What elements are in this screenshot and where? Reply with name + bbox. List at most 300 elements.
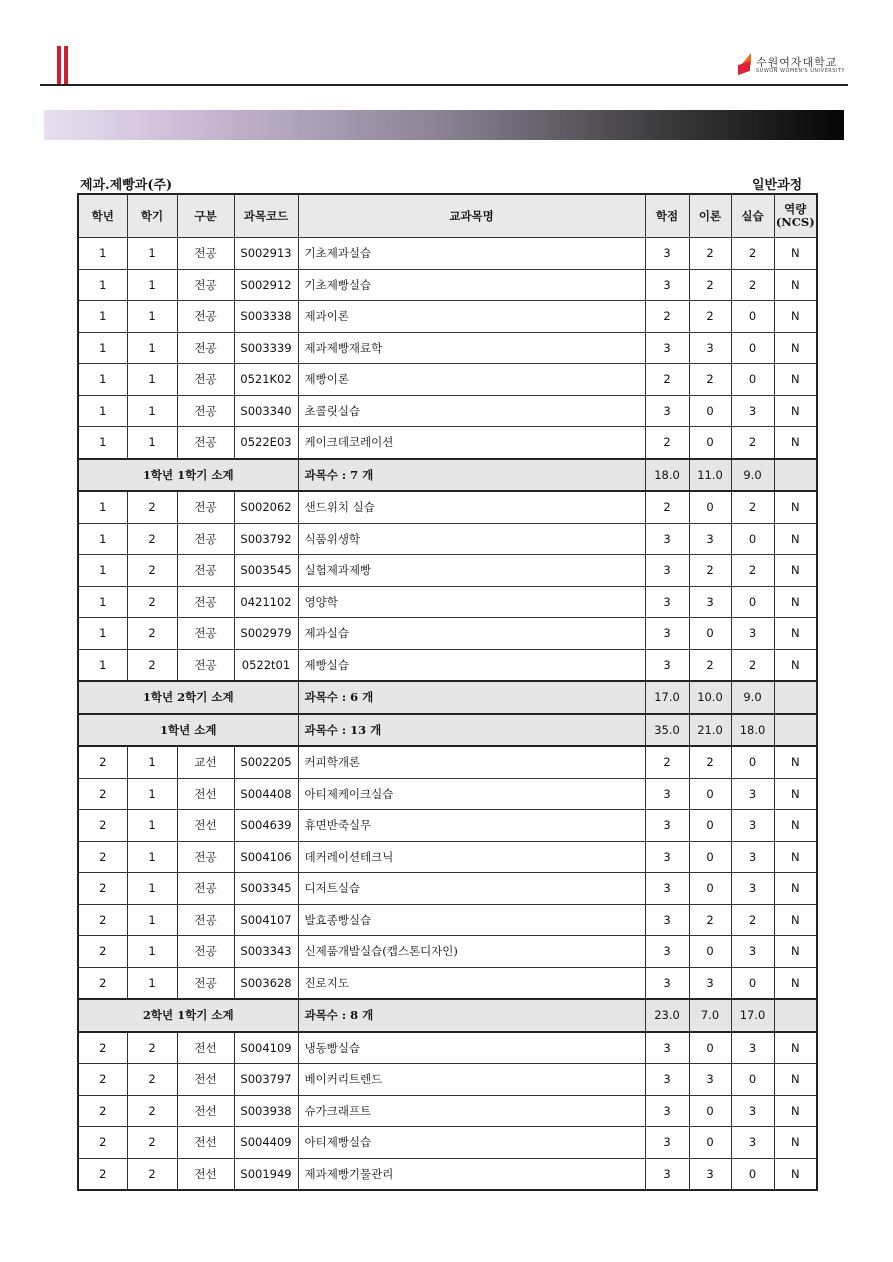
cell-name: 제과실습 (298, 618, 645, 650)
cell-year: 2 (78, 873, 127, 905)
cell-practice: 0 (731, 301, 774, 333)
course-row (78, 618, 817, 650)
cell-name: 진로지도 (298, 967, 645, 999)
subtotal-label: 1학년 소계 (78, 714, 298, 747)
subtotal-count: 과목수 : 13 개 (298, 714, 645, 747)
cell-theory: 2 (689, 746, 731, 778)
subtotal-row (78, 459, 817, 492)
cell-practice: 3 (731, 1127, 774, 1159)
cell-ncs: N (774, 746, 817, 778)
cell-category: 전공 (177, 364, 234, 396)
cell-code: S003797 (234, 1064, 298, 1096)
cell-theory: 3 (689, 332, 731, 364)
cell-ncs: N (774, 332, 817, 364)
cell-theory: 0 (689, 1095, 731, 1127)
subtotal-credit: 35.0 (645, 714, 689, 747)
cell-theory: 0 (689, 873, 731, 905)
cell-ncs: N (774, 491, 817, 523)
cell-code: S003338 (234, 301, 298, 333)
cell-ncs: N (774, 618, 817, 650)
cell-code: 0421102 (234, 586, 298, 618)
curriculum-table (77, 193, 818, 1191)
cell-category: 전공 (177, 523, 234, 555)
cell-category: 전공 (177, 618, 234, 650)
cell-semester: 1 (127, 364, 177, 396)
cell-theory: 3 (689, 967, 731, 999)
subtotal-count: 과목수 : 8 개 (298, 999, 645, 1032)
cell-code: S002205 (234, 746, 298, 778)
cell-year: 2 (78, 746, 127, 778)
cell-practice: 3 (731, 778, 774, 810)
subtotal-count: 과목수 : 6 개 (298, 681, 645, 714)
cell-code: S004408 (234, 778, 298, 810)
course-row (78, 1127, 817, 1159)
cell-credit: 2 (645, 301, 689, 333)
cell-year: 1 (78, 491, 127, 523)
subtotal-credit: 18.0 (645, 459, 689, 492)
cell-name: 제빵이론 (298, 364, 645, 396)
cell-practice: 0 (731, 332, 774, 364)
cell-year: 2 (78, 810, 127, 842)
cell-ncs: N (774, 967, 817, 999)
subtotal-theory: 7.0 (689, 999, 731, 1032)
header-rule (40, 84, 848, 86)
cell-credit: 3 (645, 555, 689, 587)
cell-ncs: N (774, 301, 817, 333)
cell-practice: 2 (731, 555, 774, 587)
cell-name: 케이크데코레이션 (298, 427, 645, 459)
course-row (78, 238, 817, 270)
cell-category: 전공 (177, 586, 234, 618)
cell-name: 실험제과제빵 (298, 555, 645, 587)
subtotal-label: 1학년 2학기 소계 (78, 681, 298, 714)
cell-ncs: N (774, 841, 817, 873)
cell-category: 전공 (177, 555, 234, 587)
cell-theory: 3 (689, 1064, 731, 1096)
cell-category: 전선 (177, 778, 234, 810)
col-practice-header: 실습 (731, 194, 774, 238)
cell-semester: 2 (127, 649, 177, 681)
cell-code: S003792 (234, 523, 298, 555)
cell-credit: 3 (645, 618, 689, 650)
cell-semester: 1 (127, 238, 177, 270)
cell-semester: 1 (127, 967, 177, 999)
cell-credit: 2 (645, 364, 689, 396)
course-row (78, 967, 817, 999)
subtotal-theory: 11.0 (689, 459, 731, 492)
subtotal-practice: 9.0 (731, 681, 774, 714)
cell-practice: 0 (731, 967, 774, 999)
cell-ncs: N (774, 778, 817, 810)
cell-category: 전선 (177, 1158, 234, 1190)
subtotal-ncs (774, 999, 817, 1032)
cell-code: S001949 (234, 1158, 298, 1190)
subtotal-row (78, 714, 817, 747)
cell-semester: 1 (127, 873, 177, 905)
cell-name: 영양학 (298, 586, 645, 618)
cell-year: 2 (78, 1064, 127, 1096)
cell-ncs: N (774, 1158, 817, 1190)
cell-name: 초콜릿실습 (298, 395, 645, 427)
cell-name: 제과제빵재료학 (298, 332, 645, 364)
cell-code: 0522t01 (234, 649, 298, 681)
cell-practice: 2 (731, 904, 774, 936)
cell-credit: 3 (645, 1095, 689, 1127)
cell-name: 커피학개론 (298, 746, 645, 778)
cell-ncs: N (774, 269, 817, 301)
cell-code: S003545 (234, 555, 298, 587)
cell-name: 기초제빵실습 (298, 269, 645, 301)
cell-code: S002913 (234, 238, 298, 270)
cell-credit: 3 (645, 1127, 689, 1159)
cell-theory: 0 (689, 778, 731, 810)
cell-name: 데커레이션테크닉 (298, 841, 645, 873)
cell-theory: 0 (689, 1127, 731, 1159)
cell-practice: 2 (731, 238, 774, 270)
cell-name: 기초제과실습 (298, 238, 645, 270)
cell-category: 전공 (177, 904, 234, 936)
course-row (78, 649, 817, 681)
cell-year: 2 (78, 1095, 127, 1127)
cell-semester: 1 (127, 332, 177, 364)
cell-credit: 2 (645, 427, 689, 459)
cell-theory: 2 (689, 269, 731, 301)
cell-theory: 2 (689, 364, 731, 396)
cell-ncs: N (774, 238, 817, 270)
cell-ncs: N (774, 1095, 817, 1127)
cell-name: 디저트실습 (298, 873, 645, 905)
cell-category: 교선 (177, 746, 234, 778)
cell-credit: 3 (645, 936, 689, 968)
cell-theory: 0 (689, 841, 731, 873)
subtotal-practice: 17.0 (731, 999, 774, 1032)
course-row (78, 810, 817, 842)
cell-credit: 3 (645, 649, 689, 681)
course-row (78, 1064, 817, 1096)
cell-theory: 2 (689, 649, 731, 681)
cell-name: 샌드위치 실습 (298, 491, 645, 523)
subtotal-label: 2학년 1학기 소계 (78, 999, 298, 1032)
course-row (78, 332, 817, 364)
cell-category: 전선 (177, 1127, 234, 1159)
cell-semester: 1 (127, 395, 177, 427)
col-semester-header: 학기 (127, 194, 177, 238)
cell-year: 2 (78, 778, 127, 810)
cell-theory: 2 (689, 301, 731, 333)
cell-category: 전선 (177, 1095, 234, 1127)
logo-mark-icon (738, 53, 754, 77)
subtotal-label: 1학년 1학기 소계 (78, 459, 298, 492)
header-red-bar-right (64, 46, 68, 84)
cell-ncs: N (774, 1032, 817, 1064)
cell-year: 1 (78, 269, 127, 301)
cell-name: 냉동빵실습 (298, 1032, 645, 1064)
header-red-bar-left (57, 46, 61, 84)
cell-credit: 3 (645, 586, 689, 618)
cell-name: 슈가크래프트 (298, 1095, 645, 1127)
cell-year: 1 (78, 523, 127, 555)
course-row (78, 1158, 817, 1190)
cell-semester: 2 (127, 618, 177, 650)
cell-credit: 3 (645, 967, 689, 999)
cell-practice: 3 (731, 1095, 774, 1127)
cell-name: 제과제빵기물관리 (298, 1158, 645, 1190)
course-row (78, 778, 817, 810)
cell-code: S003340 (234, 395, 298, 427)
cell-name: 발효종빵실습 (298, 904, 645, 936)
cell-practice: 3 (731, 873, 774, 905)
cell-year: 2 (78, 967, 127, 999)
cell-credit: 3 (645, 1158, 689, 1190)
cell-ncs: N (774, 649, 817, 681)
course-row (78, 873, 817, 905)
cell-credit: 3 (645, 395, 689, 427)
cell-ncs: N (774, 427, 817, 459)
cell-practice: 2 (731, 649, 774, 681)
cell-year: 2 (78, 936, 127, 968)
cell-semester: 1 (127, 301, 177, 333)
cell-category: 전공 (177, 269, 234, 301)
course-row (78, 746, 817, 778)
cell-code: S002912 (234, 269, 298, 301)
cell-practice: 3 (731, 618, 774, 650)
cell-semester: 2 (127, 523, 177, 555)
course-row (78, 1095, 817, 1127)
course-row (78, 491, 817, 523)
course-row (78, 523, 817, 555)
cell-practice: 3 (731, 395, 774, 427)
cell-credit: 3 (645, 904, 689, 936)
cell-theory: 0 (689, 427, 731, 459)
col-ncs-header: 역량 (NCS) (774, 194, 817, 238)
gradient-banner (44, 110, 844, 140)
cell-ncs: N (774, 1064, 817, 1096)
cell-year: 2 (78, 904, 127, 936)
subtotal-practice: 18.0 (731, 714, 774, 747)
cell-semester: 2 (127, 1158, 177, 1190)
subtotal-row (78, 681, 817, 714)
cell-year: 2 (78, 1158, 127, 1190)
cell-credit: 3 (645, 873, 689, 905)
cell-theory: 2 (689, 555, 731, 587)
col-theory-header: 이론 (689, 194, 731, 238)
cell-ncs: N (774, 395, 817, 427)
cell-code: S003938 (234, 1095, 298, 1127)
cell-year: 1 (78, 649, 127, 681)
cell-practice: 0 (731, 746, 774, 778)
cell-practice: 2 (731, 269, 774, 301)
cell-category: 전선 (177, 1064, 234, 1096)
table-body (78, 238, 817, 1191)
cell-name: 아티제빵실습 (298, 1127, 645, 1159)
cell-category: 전공 (177, 491, 234, 523)
course-row (78, 301, 817, 333)
cell-year: 1 (78, 332, 127, 364)
cell-practice: 0 (731, 1064, 774, 1096)
cell-code: S004106 (234, 841, 298, 873)
cell-category: 전공 (177, 332, 234, 364)
cell-ncs: N (774, 364, 817, 396)
cell-ncs: N (774, 523, 817, 555)
cell-year: 2 (78, 1127, 127, 1159)
cell-semester: 2 (127, 491, 177, 523)
course-row (78, 395, 817, 427)
col-category-header: 구분 (177, 194, 234, 238)
cell-practice: 2 (731, 427, 774, 459)
cell-ncs: N (774, 873, 817, 905)
cell-semester: 2 (127, 1095, 177, 1127)
cell-theory: 0 (689, 936, 731, 968)
cell-code: S004107 (234, 904, 298, 936)
course-row (78, 427, 817, 459)
course-row (78, 586, 817, 618)
cell-credit: 3 (645, 332, 689, 364)
cell-credit: 3 (645, 269, 689, 301)
cell-category: 전공 (177, 936, 234, 968)
course-row (78, 904, 817, 936)
logo-name-ko: 수원여자대학교 (756, 56, 838, 69)
cell-credit: 2 (645, 491, 689, 523)
cell-ncs: N (774, 586, 817, 618)
cell-year: 1 (78, 238, 127, 270)
cell-semester: 2 (127, 1127, 177, 1159)
cell-theory: 0 (689, 618, 731, 650)
cell-code: S002979 (234, 618, 298, 650)
cell-practice: 3 (731, 1032, 774, 1064)
cell-code: S003345 (234, 873, 298, 905)
subtotal-theory: 10.0 (689, 681, 731, 714)
cell-theory: 2 (689, 238, 731, 270)
course-row (78, 269, 817, 301)
cell-credit: 3 (645, 523, 689, 555)
course-type-label: 일반과정 (752, 178, 803, 193)
course-row (78, 1032, 817, 1064)
cell-practice: 3 (731, 936, 774, 968)
cell-semester: 1 (127, 936, 177, 968)
cell-code: S004639 (234, 810, 298, 842)
cell-credit: 3 (645, 778, 689, 810)
cell-year: 2 (78, 841, 127, 873)
cell-semester: 1 (127, 746, 177, 778)
cell-category: 전선 (177, 1032, 234, 1064)
cell-semester: 1 (127, 841, 177, 873)
subtotal-credit: 23.0 (645, 999, 689, 1032)
table-header-row (78, 194, 817, 238)
cell-semester: 2 (127, 586, 177, 618)
cell-theory: 2 (689, 904, 731, 936)
cell-theory: 3 (689, 1158, 731, 1190)
cell-ncs: N (774, 555, 817, 587)
cell-credit: 3 (645, 1064, 689, 1096)
cell-name: 베이커리트렌드 (298, 1064, 645, 1096)
cell-ncs: N (774, 904, 817, 936)
subtotal-ncs (774, 459, 817, 492)
cell-code: S003343 (234, 936, 298, 968)
cell-semester: 1 (127, 427, 177, 459)
cell-year: 1 (78, 618, 127, 650)
cell-code: 0521K02 (234, 364, 298, 396)
cell-ncs: N (774, 810, 817, 842)
course-row (78, 555, 817, 587)
cell-semester: 2 (127, 1032, 177, 1064)
subtotal-credit: 17.0 (645, 681, 689, 714)
cell-name: 식품위생학 (298, 523, 645, 555)
cell-name: 신제품개발실습(캡스톤디자인) (298, 936, 645, 968)
cell-category: 전공 (177, 395, 234, 427)
cell-credit: 3 (645, 238, 689, 270)
cell-code: S002062 (234, 491, 298, 523)
cell-practice: 3 (731, 841, 774, 873)
col-credit-header: 학점 (645, 194, 689, 238)
cell-code: S003339 (234, 332, 298, 364)
cell-ncs: N (774, 1127, 817, 1159)
cell-theory: 0 (689, 395, 731, 427)
subtotal-theory: 21.0 (689, 714, 731, 747)
cell-name: 제과이론 (298, 301, 645, 333)
cell-year: 1 (78, 555, 127, 587)
cell-year: 1 (78, 586, 127, 618)
university-logo (738, 53, 848, 83)
cell-name: 휴면반죽실무 (298, 810, 645, 842)
subtotal-row (78, 999, 817, 1032)
cell-theory: 3 (689, 523, 731, 555)
logo-name-en: SUWON WOMEN'S UNIVERSITY (756, 68, 845, 74)
cell-year: 1 (78, 301, 127, 333)
cell-category: 전공 (177, 873, 234, 905)
subtotal-ncs (774, 714, 817, 747)
cell-year: 1 (78, 427, 127, 459)
cell-credit: 2 (645, 746, 689, 778)
cell-practice: 0 (731, 523, 774, 555)
cell-ncs: N (774, 936, 817, 968)
col-year-header: 학년 (78, 194, 127, 238)
col-code-header: 과목코드 (234, 194, 298, 238)
cell-year: 2 (78, 1032, 127, 1064)
cell-name: 제빵실습 (298, 649, 645, 681)
cell-semester: 1 (127, 778, 177, 810)
cell-semester: 1 (127, 269, 177, 301)
cell-category: 전공 (177, 238, 234, 270)
subtotal-practice: 9.0 (731, 459, 774, 492)
cell-category: 전선 (177, 810, 234, 842)
cell-credit: 3 (645, 1032, 689, 1064)
cell-code: S004109 (234, 1032, 298, 1064)
cell-year: 1 (78, 364, 127, 396)
course-row (78, 364, 817, 396)
cell-category: 전공 (177, 841, 234, 873)
subtotal-count: 과목수 : 7 개 (298, 459, 645, 492)
department-title: 제과.제빵과(주) (80, 178, 173, 193)
subtotal-ncs (774, 681, 817, 714)
cell-theory: 0 (689, 1032, 731, 1064)
cell-theory: 3 (689, 586, 731, 618)
cell-code: S003628 (234, 967, 298, 999)
col-name-header: 교과목명 (298, 194, 645, 238)
course-row (78, 936, 817, 968)
cell-credit: 3 (645, 841, 689, 873)
cell-practice: 3 (731, 810, 774, 842)
cell-semester: 2 (127, 1064, 177, 1096)
cell-code: 0522E03 (234, 427, 298, 459)
cell-semester: 1 (127, 904, 177, 936)
cell-category: 전공 (177, 649, 234, 681)
cell-semester: 2 (127, 555, 177, 587)
cell-name: 아티제케이크실습 (298, 778, 645, 810)
cell-practice: 0 (731, 586, 774, 618)
cell-practice: 0 (731, 364, 774, 396)
cell-category: 전공 (177, 967, 234, 999)
course-row (78, 841, 817, 873)
